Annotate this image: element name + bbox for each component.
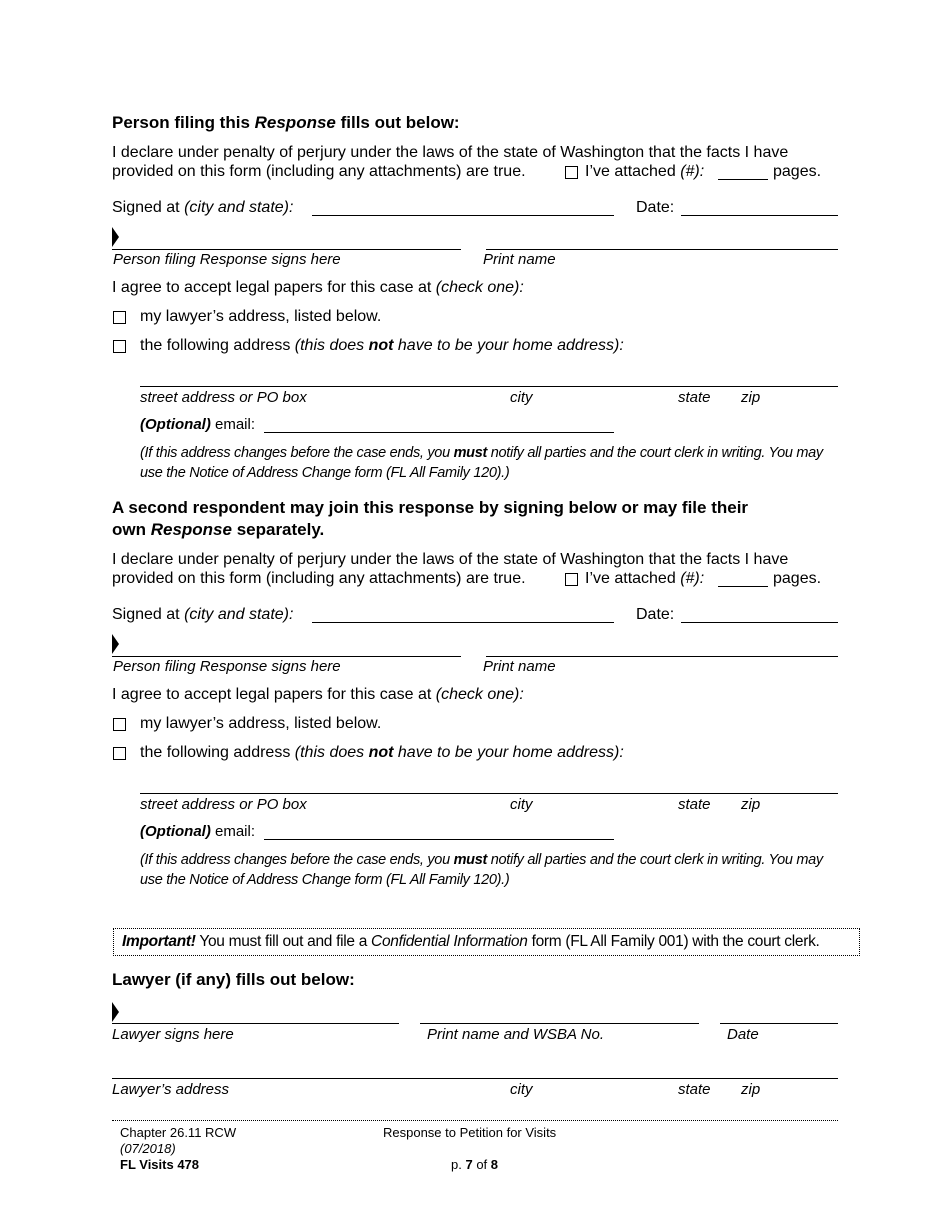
email-field[interactable] [264, 432, 614, 433]
sign-arrow-icon [112, 227, 119, 247]
date2-label: Date: [636, 606, 675, 623]
following-address-checkbox[interactable] [113, 340, 126, 353]
city2-caption: city [510, 796, 533, 813]
pages-label: pages. [773, 163, 822, 180]
lawyer-address2-option: my lawyer’s address, listed below. [140, 715, 382, 732]
attached-label: I’ve attached (#): [585, 163, 705, 180]
lawyer-date-caption: Date [727, 1026, 759, 1043]
print-name-caption: Print name [483, 251, 556, 268]
lawyer-print-caption: Print name and WSBA No. [427, 1026, 605, 1043]
declaration2-line2: provided on this form (including any attachments) are true. [112, 570, 526, 587]
print-name2-caption: Print name [483, 658, 556, 675]
lawyer-sign-caption: Lawyer signs here [112, 1026, 234, 1043]
footer-title: Response to Petition for Visits [383, 1125, 557, 1140]
address-change-note2: (If this address changes before the case ends, you must notify all parties and the court clerk in writing. You may use the Notice of Address Change form (FL All Family 120).) [140, 852, 823, 888]
signature-field[interactable] [112, 249, 461, 250]
attached-checkbox[interactable] [565, 166, 578, 179]
sign2-arrow-icon [112, 634, 119, 654]
signature2-caption: Person filing Response signs here [113, 658, 341, 675]
date-field[interactable] [681, 215, 838, 216]
state2-caption: state [678, 796, 711, 813]
state-caption: state [678, 389, 711, 406]
signed-at2-field[interactable] [312, 622, 614, 623]
lawyer-state-caption: state [678, 1081, 711, 1098]
following-address2-checkbox[interactable] [113, 747, 126, 760]
attached2-checkbox[interactable] [565, 573, 578, 586]
agree2-text: I agree to accept legal papers for this case at (check one): [112, 686, 524, 703]
section1-heading: Person filing this Response fills out below: [112, 113, 460, 132]
lawyer-signature-field[interactable] [112, 1023, 399, 1024]
section2-heading-line1: A second respondent may join this response by signing below or may file their [112, 498, 749, 517]
date2-field[interactable] [681, 622, 838, 623]
footer-divider [112, 1120, 838, 1121]
footer-form-id: FL Visits 478 [120, 1157, 200, 1172]
following-address-option: the following address (this does not have to be your home address): [140, 337, 624, 354]
email2-label: (Optional) email: [140, 823, 256, 840]
lawyer-print-name-field[interactable] [420, 1023, 699, 1024]
lawyer-sign-arrow-icon [112, 1002, 119, 1022]
address2-field[interactable] [140, 793, 838, 794]
following-address2-option: the following address (this does not have to be your home address): [140, 744, 624, 761]
street2-caption: street address or PO box [140, 796, 307, 813]
city-caption: city [510, 389, 533, 406]
lawyer-date-field[interactable] [720, 1023, 838, 1024]
footer-statute: Chapter 26.11 RCW [120, 1125, 237, 1140]
agree-text: I agree to accept legal papers for this case at (check one): [112, 279, 524, 296]
lawyer-address-caption: Lawyer’s address [112, 1081, 230, 1098]
attached2-pages-field[interactable] [718, 586, 768, 587]
email2-field[interactable] [264, 839, 614, 840]
attached-pages-field[interactable] [718, 179, 768, 180]
print-name-field[interactable] [486, 249, 838, 250]
date-label: Date: [636, 199, 675, 216]
lawyer-address2-checkbox[interactable] [113, 718, 126, 731]
lawyer-address-checkbox[interactable] [113, 311, 126, 324]
declaration-line1: I declare under penalty of perjury under the laws of the state of Washington that the facts I have [112, 144, 789, 161]
declaration2-line1: I declare under penalty of perjury under the laws of the state of Washington that the facts I have [112, 551, 789, 568]
print-name2-field[interactable] [486, 656, 838, 657]
footer-page-number: p. 7 of 8 [451, 1157, 499, 1172]
zip-caption: zip [741, 389, 761, 406]
lawyer-heading: Lawyer (if any) fills out below: [112, 970, 355, 989]
pages2-label: pages. [773, 570, 822, 587]
footer-date: (07/2018) [120, 1141, 176, 1156]
email-label: (Optional) email: [140, 416, 256, 433]
signed-at2-label: Signed at (city and state): [112, 606, 294, 623]
address-change-note: (If this address changes before the case ends, you must notify all parties and the court clerk in writing. You may use the Notice of Address Change form (FL All Family 120).) [140, 445, 823, 481]
lawyer-address-option: my lawyer’s address, listed below. [140, 308, 382, 325]
zip2-caption: zip [741, 796, 761, 813]
signed-at-label: Signed at (city and state): [112, 199, 294, 216]
lawyer-city-caption: city [510, 1081, 533, 1098]
street-caption: street address or PO box [140, 389, 307, 406]
lawyer-zip-caption: zip [741, 1081, 761, 1098]
attached2-label: I’ve attached (#): [585, 570, 705, 587]
important-notice-text: Important! You must fill out and file a Confidential Information form (FL All Family 001) with the court clerk. [122, 933, 820, 950]
declaration-line2: provided on this form (including any attachments) are true. [112, 163, 526, 180]
signed-at-field[interactable] [312, 215, 614, 216]
signature2-field[interactable] [112, 656, 461, 657]
address-field[interactable] [140, 386, 838, 387]
signature-caption: Person filing Response signs here [113, 251, 341, 268]
section2-heading-line2: own Response separately. [112, 520, 325, 539]
lawyer-address-field[interactable] [112, 1078, 838, 1079]
